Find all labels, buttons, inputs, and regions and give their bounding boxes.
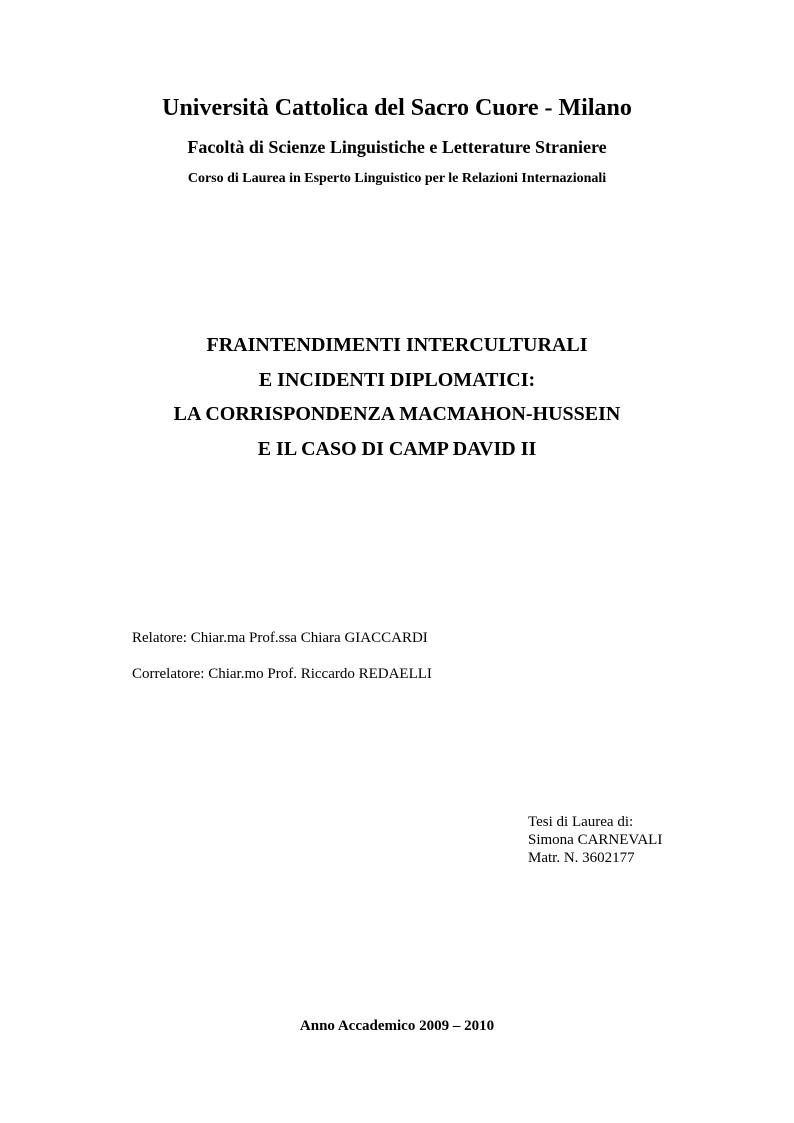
relatore-line: Relatore: Chiar.ma Prof.ssa Chiara GIACCARDI (132, 630, 428, 646)
correlatore-line: Correlatore: Chiar.mo Prof. Riccardo REDAELLI (132, 666, 432, 682)
supervisors-block (132, 628, 432, 684)
thesis-title-line: LA CORRISPONDENZA MACMAHON-HUSSEIN (173, 403, 621, 425)
academic-year: Anno Accademico 2009 – 2010 (299, 1018, 495, 1034)
course-name: Corso di Laurea in Esperto Linguistico per le Relazioni Internazionali (187, 171, 607, 186)
thesis-title (0, 328, 794, 466)
university-name: Università Cattolica del Sacro Cuore - Milano (162, 95, 632, 121)
thesis-title-line: E INCIDENTI DIPLOMATICI: (258, 368, 536, 391)
thesis-title-line: FRAINTENDIMENTI INTERCULTURALI (206, 334, 588, 356)
thesis-title-line: E IL CASO DI CAMP DAVID II (257, 437, 537, 460)
author-name: Simona CARNEVALI (528, 832, 663, 848)
author-matricola: Matr. N. 3602177 (528, 850, 635, 866)
author-label: Tesi di Laurea di: (528, 814, 634, 830)
author-block (528, 813, 662, 867)
faculty-name: Facoltà di Scienze Linguistiche e Letterature Straniere (187, 137, 607, 157)
